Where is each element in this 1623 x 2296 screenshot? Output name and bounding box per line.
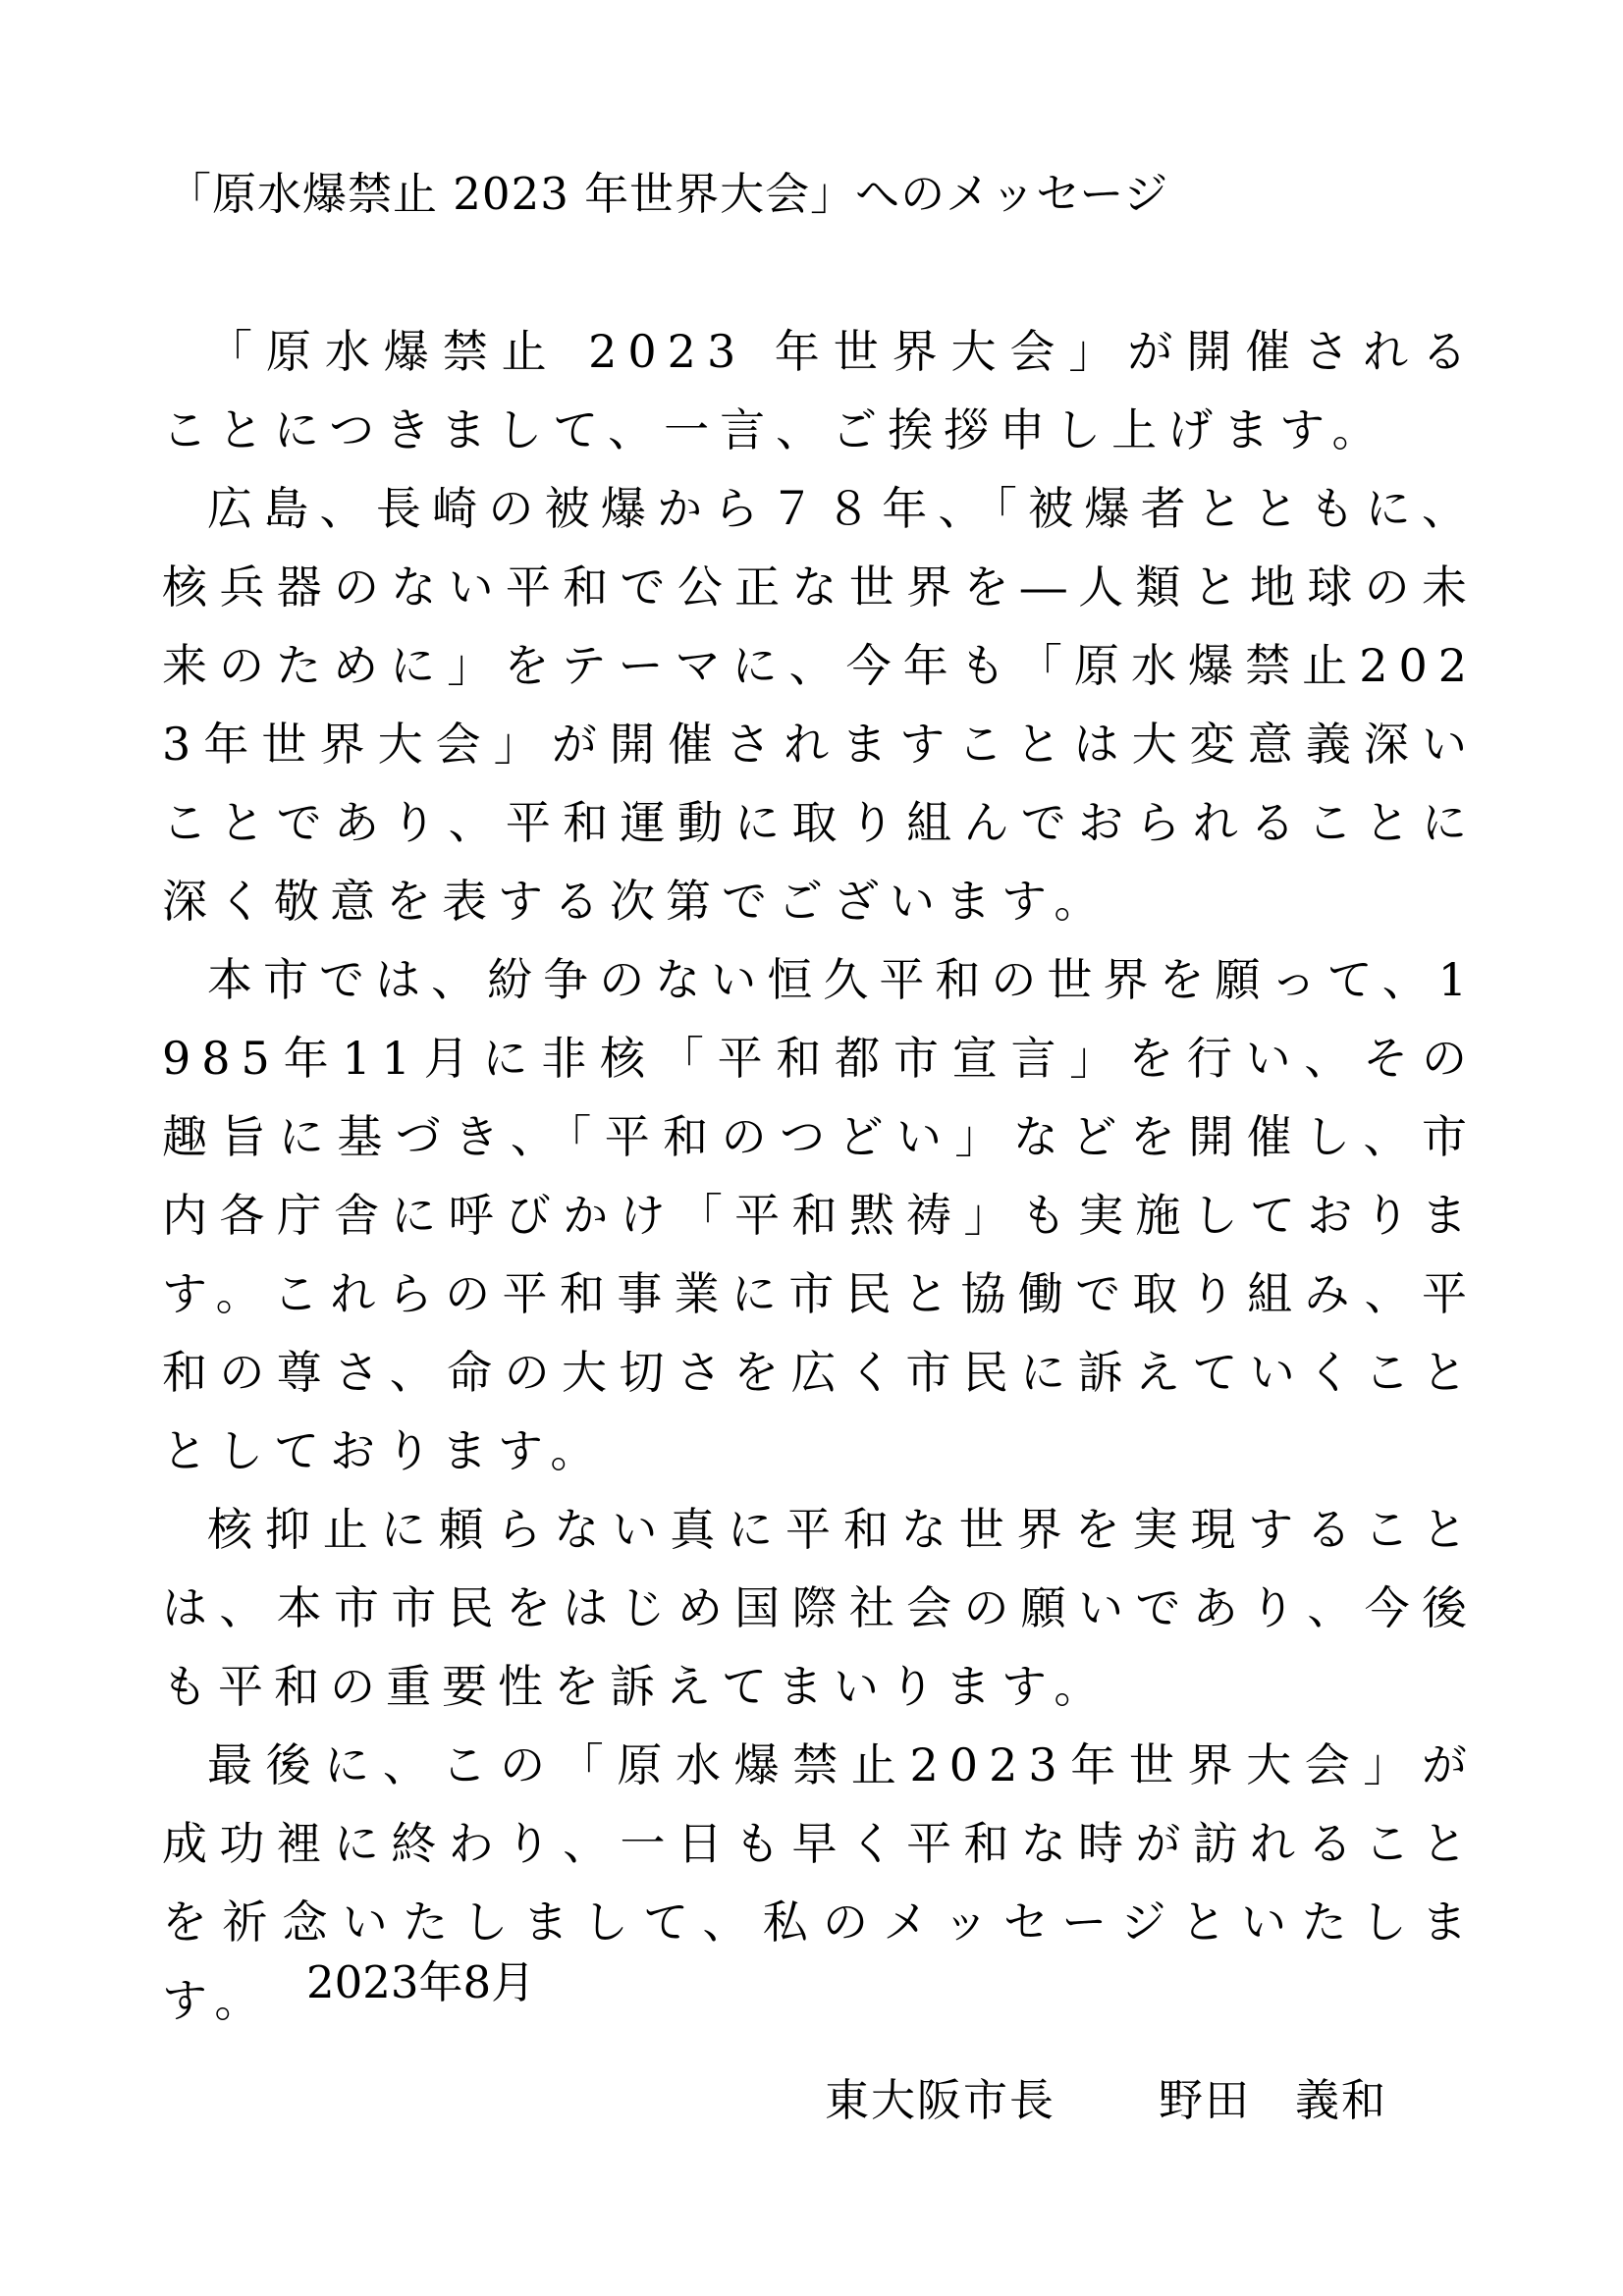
document-date: 2023年8月 [306, 1956, 536, 2008]
paragraph-theme: 広島、長崎の被爆から７８年、「被爆者とともに、核兵器のない平和で公正な世界を―人類と地球の未来のために」をテーマに、今年も「原水爆禁止2023年世界大会」が開催されますことは大変意義深いことであり、平和運動に取り組んでおられることに深く敬意を表する次第でございます。 [162, 482, 1478, 928]
signature-surname: 野田 [1159, 2074, 1252, 2126]
signature-block [825, 2071, 1387, 2130]
document-body [162, 312, 1478, 2040]
paragraph-city-activities: 本市では、紛争のない恒久平和の世界を願って、1985年11月に非核「平和都市宣言」を行い、その趣旨に基づき、「平和のつどい」などを開催し、市内各庁舎に呼びかけ「平和黙祷」も実施しております。これらの平和事業に市民と協働で取り組み、平和の尊さ、命の大切さを広く市民に訴えていくこととしております。 [162, 953, 1478, 1477]
signature-given-name: 義和 [1295, 2074, 1388, 2126]
signature-position: 東大阪市長 [825, 2074, 1056, 2126]
document-title: 「原水爆禁止 2023 年世界大会」へのメッセージ [167, 168, 1169, 220]
paragraph-greeting: 「原水爆禁止 2023 年世界大会」が開催されることにつきまして、一言、ご挨拶申し上げます。 [162, 325, 1478, 456]
paragraph-closing: 最後に、この「原水爆禁止2023年世界大会」が成功裡に終わり、一日も早く平和な時が訪れることを祈念いたしまして、私のメッセージといたします。 [162, 1738, 1478, 2027]
paragraph-world-peace: 核抑止に頼らない真に平和な世界を実現することは、本市市民をはじめ国際社会の願いであり、今後も平和の重要性を訴えてまいります。 [162, 1503, 1478, 1713]
